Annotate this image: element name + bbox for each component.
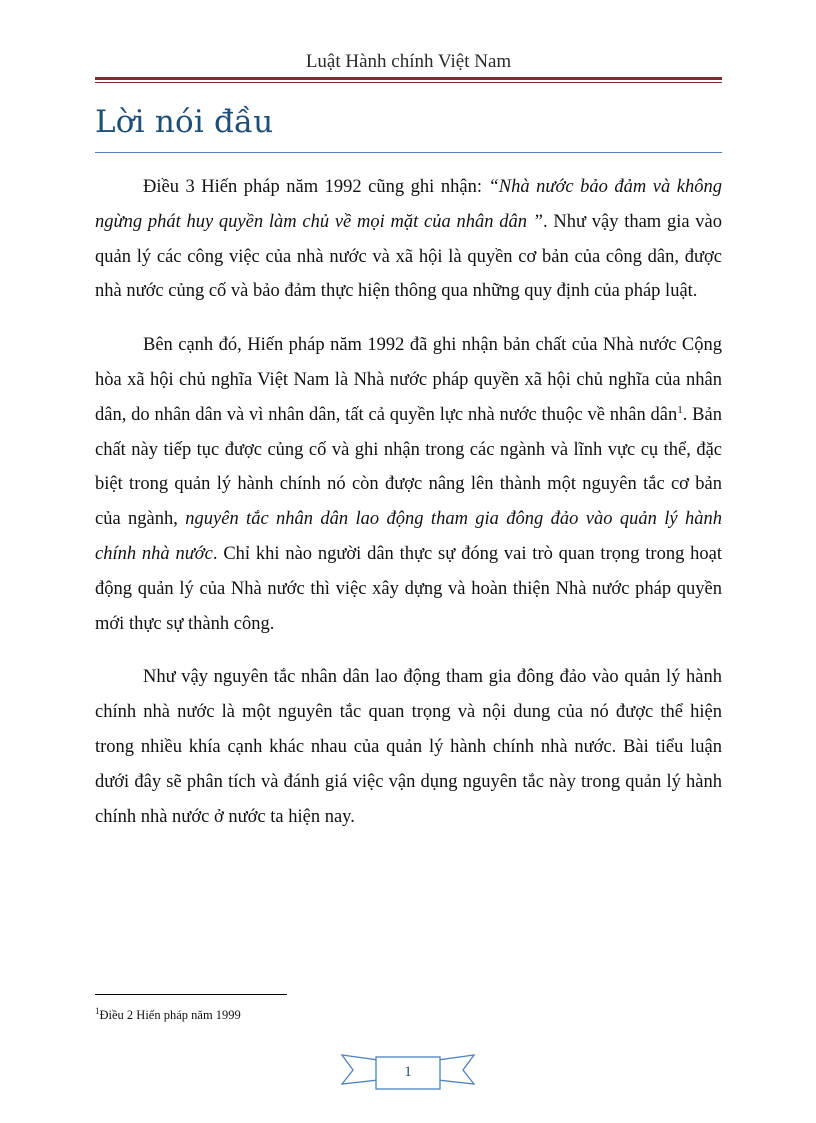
paragraph-1	[95, 170, 722, 309]
paragraph-1-text: Điều 3 Hiến pháp năm 1992 cũng ghi nhận:	[143, 177, 489, 197]
header-rule	[95, 77, 722, 83]
constitution-quote: “Nhà nước bảo đảm và không ngừng phát huy quyền làm chủ về mọi mặt của nhân dân ”	[95, 177, 723, 232]
ribbon-left-tail	[342, 1055, 378, 1084]
paragraph-2-text-cont: . Bản chất này tiếp tục được củng cố và ghi nhận trong các ngành và lĩnh vực cụ thể, đặc biệt trong quản lý hành chính nó còn được nâng lên thành một nguyên tắc cơ bản của ngành,	[95, 404, 722, 530]
footnote-reference[interactable]: 1	[677, 403, 683, 416]
paragraph-2	[95, 328, 722, 641]
footnote-text: Điều 2 Hiến pháp năm 1999	[99, 1008, 241, 1023]
page-number: 1	[404, 1064, 412, 1080]
running-header: Luật Hành chính Việt Nam	[305, 51, 512, 72]
title-rule	[95, 152, 722, 153]
principle-name: nguyên tắc nhân dân lao động tham gia đông đảo vào quản lý hành chính nhà nước	[95, 509, 722, 564]
paragraph-1-text-cont: . Như vậy tham gia vào quản lý các công việc của nhà nước và xã hội là quyền cơ bản của công dân, được nhà nước củng cố và bảo đảm thực hiện thông qua những quy định của pháp luật.	[95, 211, 723, 302]
footnote-separator	[95, 994, 287, 995]
footnote	[95, 1006, 241, 1023]
body-text	[95, 170, 722, 853]
ribbon-right-tail	[438, 1055, 474, 1084]
paragraph-2-text: Bên cạnh đó, Hiến pháp năm 1992 đã ghi nhận bản chất của Nhà nước Cộng hòa xã hội chủ nghĩa Việt Nam là Nhà nước pháp quyền xã hội chủ nghĩa của nhân dân, do nhân dân và vì nhân dân, tất cả quyền lực nhà nước thuộc về nhân dân	[95, 335, 722, 425]
paragraph-3: Như vậy nguyên tắc nhân dân lao động tham gia đông đảo vào quản lý hành chính nhà nước là một nguyên tắc quan trọng và nội dung của nó được thể hiện trong nhiều khía cạnh khác nhau của quản lý hành chính nhà nước. Bài tiểu luận dưới đây sẽ phân tích và đánh giá việc vận dụng nguyên tắc này trong quản lý hành chính nhà nước ở nước ta hiện nay.	[95, 667, 722, 827]
footnote-marker: 1	[95, 1006, 100, 1016]
page-title: Lời nói đầu	[95, 104, 274, 140]
paragraph-2-text-end: . Chỉ khi nào người dân thực sự đóng vai trò quan trọng trong hoạt động quản lý của Nhà nước thì việc xây dựng và hoàn thiện Nhà nước pháp quyền mới thực sự thành công.	[95, 543, 722, 634]
